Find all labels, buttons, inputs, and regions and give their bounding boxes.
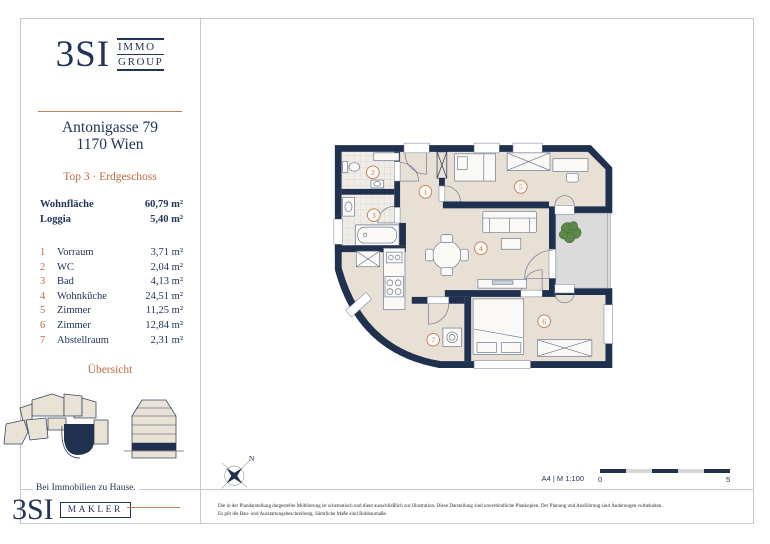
logo-3si-text: 3SI (55, 34, 111, 75)
logo-group: GROUP (117, 55, 164, 71)
highlighted-floor (132, 443, 176, 451)
badge-2: 2 (370, 168, 375, 178)
toilet (349, 163, 360, 172)
scale-max-label: 5 (726, 475, 731, 484)
badge-5: 5 (518, 182, 523, 192)
sheet-scale-label: A4 | M 1:100 (541, 474, 584, 483)
room-row (40, 319, 183, 334)
unit-label: Top 3 · Erdgeschoss (63, 171, 157, 183)
wc-shelf (374, 153, 399, 161)
room-area: 24,51 m² (145, 290, 183, 302)
room-name: Bad (57, 276, 74, 288)
highlighted-unit (64, 424, 94, 455)
window (513, 143, 542, 153)
sidebar-divider (200, 18, 201, 523)
makler-3si-text: 3SI (12, 493, 54, 526)
room-row (40, 261, 183, 276)
badge-4: 4 (478, 243, 483, 253)
company-logo (20, 36, 200, 73)
room-area: 4,13 m² (150, 276, 183, 288)
desk-chair (567, 173, 579, 182)
room-row (40, 304, 183, 319)
scale-min-label: 0 (598, 475, 603, 484)
chair (441, 268, 453, 276)
address-line1: Antonigasse 79 (61, 119, 158, 136)
room-name: Wohnküche (57, 290, 107, 302)
room-name: Abstellraum (57, 334, 109, 346)
makler-box: MAKLER (60, 502, 131, 518)
room-name: Zimmer (57, 305, 91, 317)
room-num: 7 (40, 334, 46, 346)
pillow (477, 343, 496, 353)
floor-plan (330, 137, 622, 377)
disclaimer-line2: Es gilt die Bau- und Ausstattungsbeschreibung. Sämtliche Maße sind Rohbaumaße. (218, 511, 388, 517)
dining-table (433, 241, 461, 269)
window (474, 143, 499, 153)
disclaimer (218, 502, 663, 518)
accent-rule (38, 111, 182, 112)
duct (437, 152, 447, 178)
makler-logo (12, 495, 131, 525)
room-row (40, 275, 183, 290)
window (604, 305, 613, 344)
room-area: 2,31 m² (150, 334, 183, 346)
brand-tagline: Bei Immobilien zu Hause. (33, 483, 139, 493)
room-num: 3 (40, 276, 46, 288)
summary-value: 60,79 m² (144, 199, 183, 210)
badge-6: 6 (542, 316, 547, 326)
room-row (40, 290, 183, 305)
summary-label: Wohnfläche (40, 199, 94, 210)
overview-label: Übersicht (87, 364, 133, 376)
window (334, 219, 343, 244)
room-num: 4 (40, 290, 46, 302)
room-num: 6 (40, 319, 46, 331)
room-name: Vorraum (57, 247, 94, 258)
badge-3: 3 (371, 210, 376, 220)
chair (441, 235, 453, 243)
compass-north-label: N (248, 454, 255, 464)
summary-label: Loggia (40, 214, 71, 225)
washing-machine (443, 328, 461, 346)
address-line2: 1170 Wien (76, 136, 144, 153)
room-num: 1 (40, 247, 46, 258)
window (474, 361, 530, 369)
summary-row (40, 212, 183, 227)
room-name: WC (57, 261, 74, 273)
area-summary (40, 197, 183, 227)
room-num: 5 (40, 305, 46, 317)
pillow (501, 343, 520, 353)
building-section-thumbnail (124, 390, 184, 466)
coffee-table (501, 239, 520, 250)
pillow (458, 157, 468, 170)
logo-immo: IMMO (117, 38, 164, 55)
room-list (40, 246, 183, 348)
scale-bar (600, 469, 730, 473)
badge-1: 1 (423, 187, 428, 197)
room-row (40, 246, 183, 261)
badge-7: 7 (431, 335, 436, 345)
chair (460, 249, 468, 261)
room-area: 12,84 m² (145, 319, 183, 331)
compass-icon (215, 451, 259, 495)
room-num: 2 (40, 261, 46, 273)
site-plan-thumbnail (2, 388, 118, 470)
vanity (343, 198, 355, 216)
toilet-cistern (343, 162, 348, 173)
entrance-door-gap (404, 143, 429, 153)
chair (425, 249, 433, 261)
room-row (40, 334, 183, 349)
desk (553, 159, 588, 172)
summary-row (40, 197, 183, 212)
disclaimer-line1: Die in der Plandarstellung dargestellte Möblierung ist schematisch und dient ausschließlich zur Illustration. Diese Darstellung sind unverbindliche Plankopien. Der Planung und Ausführung sind Änderungen vorbehalten. (218, 503, 663, 509)
room-area: 3,71 m² (150, 247, 183, 258)
summary-value: 5,40 m² (150, 214, 183, 225)
logo-subtext (117, 38, 164, 72)
room-name: Zimmer (57, 319, 91, 331)
room-area: 2,04 m² (150, 261, 183, 273)
tv (493, 281, 513, 284)
footer-accent-rule (127, 507, 180, 508)
room-area: 11,25 m² (145, 305, 183, 317)
property-address (20, 119, 200, 153)
